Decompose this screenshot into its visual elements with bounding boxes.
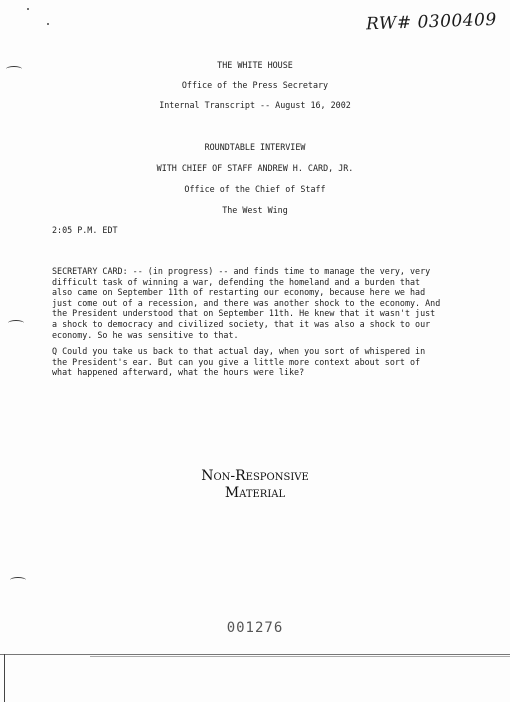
header-transcript-date: Internal Transcript -- August 16, 2002 bbox=[159, 100, 351, 110]
scan-edge-line bbox=[4, 654, 5, 702]
transcript-line: Q Could you take us back to that actual day, when you sort of whispered in bbox=[52, 346, 426, 356]
bates-number: 001276 bbox=[226, 620, 284, 636]
scan-edge-line bbox=[0, 654, 510, 655]
transcript-line: the President's ear. But can you give a little more context about sort of bbox=[52, 356, 421, 367]
punch-hole-mark bbox=[8, 320, 24, 326]
timestamp: 2:05 P.M. EDT bbox=[52, 225, 118, 235]
transcript-line: just come out of a recession, and there was another shock to the economy. And bbox=[52, 297, 441, 308]
transcript-line: economy. So he was sensitive to that. bbox=[52, 329, 239, 340]
transcript-paragraph bbox=[52, 346, 462, 378]
header-office: Office of the Press Secretary bbox=[181, 80, 329, 90]
transcript-line: the President understood that on September 11th. He knew that it wasn't just bbox=[52, 308, 436, 319]
title-location: The West Wing bbox=[222, 205, 288, 215]
scan-speck bbox=[47, 23, 49, 25]
handwritten-record-id: RW# 0300409 bbox=[365, 9, 498, 35]
transcript-line: a shock to democracy and civilized society, that it was also a shock to our bbox=[52, 318, 431, 329]
non-responsive-stamp bbox=[0, 468, 510, 502]
scan-speck bbox=[27, 8, 29, 10]
title-chief-of-staff: WITH CHIEF OF STAFF ANDREW H. CARD, JR. bbox=[156, 163, 354, 173]
stamp-line-1: Non-Responsive bbox=[201, 468, 309, 484]
title-office: Office of the Chief of Staff bbox=[184, 184, 326, 194]
title-roundtable: ROUNDTABLE INTERVIEW bbox=[204, 142, 306, 152]
transcript-line: what happened afterward, what the hours were like? bbox=[52, 367, 305, 378]
stamp-line-2: Material bbox=[224, 485, 286, 501]
transcript-line: difficult task of winning a war, defending the homeland and a burden that bbox=[52, 276, 421, 287]
scan-edge-line bbox=[90, 656, 510, 657]
transcript-line: also came on September 11th of restarting our economy, because here we had bbox=[52, 287, 426, 298]
punch-hole-mark bbox=[10, 577, 26, 583]
transcript-paragraph bbox=[52, 266, 462, 340]
header-org: THE WHITE HOUSE bbox=[217, 60, 293, 70]
transcript-line: SECRETARY CARD: -- (in progress) -- and finds time to manage the very, very bbox=[52, 266, 431, 276]
